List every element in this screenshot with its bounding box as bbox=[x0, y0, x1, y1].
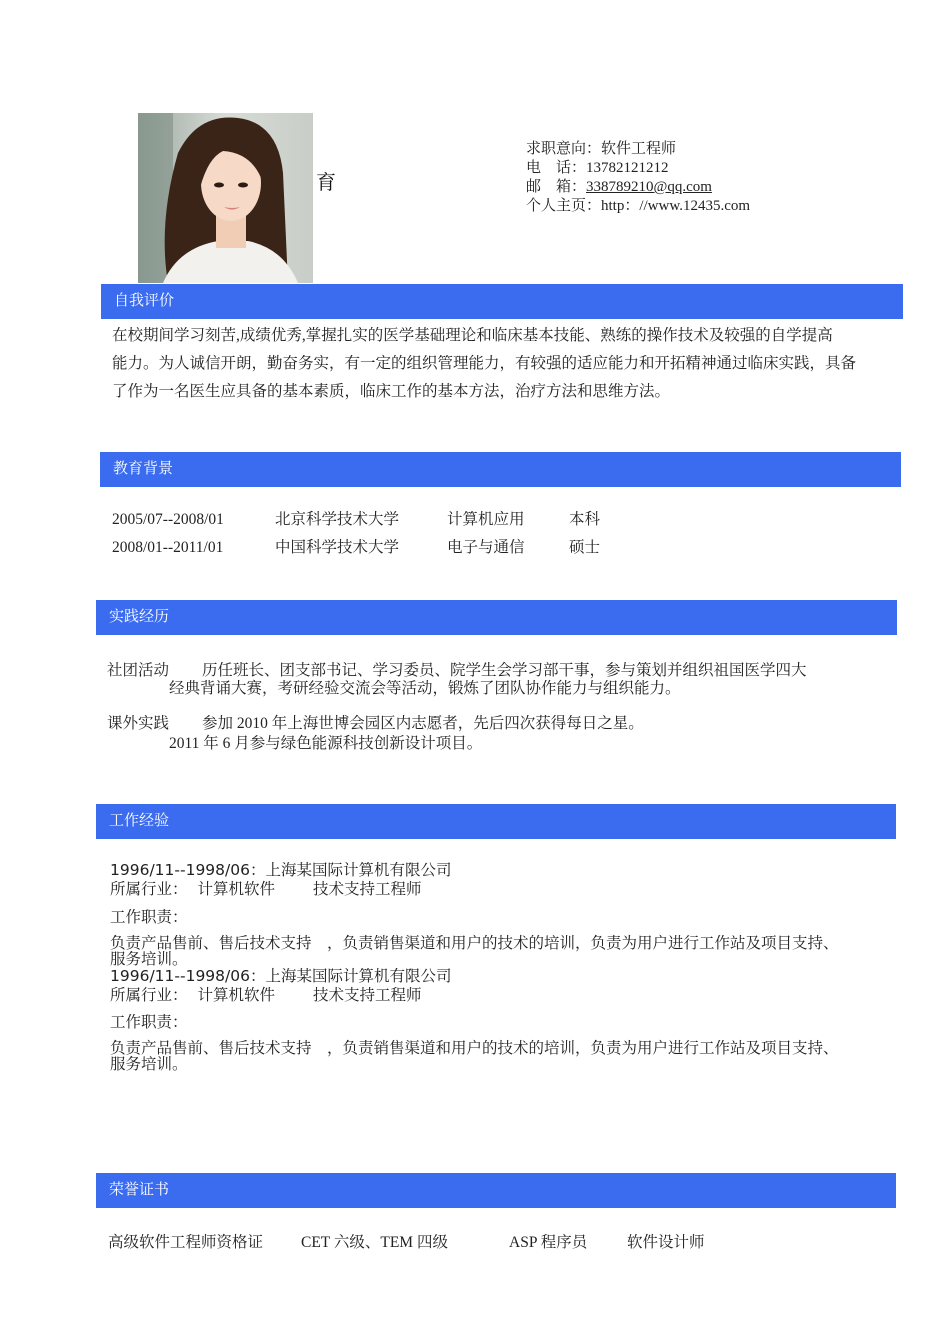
contact-value: 13782121212 bbox=[586, 160, 669, 176]
section-header-practice: 实践经历 bbox=[96, 600, 897, 635]
work-period: 1996/11--1998/06： bbox=[110, 861, 266, 879]
education-major: 电子与通信 bbox=[447, 539, 525, 556]
work-duty-text: 负责产品售前、售后技术支持 ，负责销售渠道和用户的技术的培训，负责为用户进行工作站及项目支持、 bbox=[110, 935, 839, 952]
practice-text: 2011 年 6 月参与绿色能源科技创新设计项目。 bbox=[169, 735, 483, 752]
portrait-photo-illustration bbox=[138, 113, 313, 283]
work-period-line bbox=[110, 968, 452, 985]
self-eval-line: 在校期间学习刻苦,成绩优秀,掌握扎实的医学基础理论和临床基本技能、熟练的操作技术及较强的自学提高 bbox=[112, 327, 833, 344]
section-header-honors: 荣誉证书 bbox=[96, 1173, 896, 1208]
honor-item: CET 六级、TEM 四级 bbox=[301, 1234, 448, 1251]
work-duty-text: 服务培训。 bbox=[110, 951, 188, 968]
work-duty-label: 工作职责： bbox=[110, 909, 188, 926]
practice-item bbox=[107, 662, 907, 702]
practice-label: 课外实践 bbox=[107, 715, 170, 732]
contact-label: 求职意向： bbox=[526, 141, 602, 157]
name-text: 育 bbox=[316, 170, 336, 194]
honor-item: ASP 程序员 bbox=[509, 1234, 588, 1251]
honor-item: 软件设计师 bbox=[627, 1234, 705, 1251]
work-position: 技术支持工程师 bbox=[313, 987, 422, 1004]
self-eval-line: 了作为一名医生应具备的基本素质，临床工作的基本方法，治疗方法和思维方法。 bbox=[112, 383, 671, 400]
contact-label: 邮 箱： bbox=[526, 179, 587, 195]
education-school: 北京科学技术大学 bbox=[275, 511, 400, 528]
work-industry-label: 所属行业： bbox=[110, 881, 188, 898]
work-industry-line bbox=[110, 987, 422, 1004]
practice-label: 社团活动 bbox=[107, 662, 170, 679]
contact-label: 电 话： bbox=[526, 160, 587, 176]
education-row bbox=[112, 534, 812, 562]
honor-item: 高级软件工程师资格证 bbox=[108, 1234, 264, 1251]
profile-photo bbox=[138, 113, 313, 283]
practice-text: 经典背诵大赛，考研经验交流会等活动，锻炼了团队协作能力与组织能力。 bbox=[169, 680, 681, 697]
section-header-self-eval: 自我评价 bbox=[101, 284, 903, 319]
work-position: 技术支持工程师 bbox=[313, 881, 422, 898]
work-industry: 计算机软件 bbox=[197, 987, 276, 1004]
work-company: 上海某国际计算机有限公司 bbox=[265, 862, 452, 879]
work-period: 1996/11--1998/06： bbox=[110, 967, 266, 985]
email-link[interactable]: 338789210@qq.com bbox=[586, 179, 712, 195]
contact-email bbox=[526, 178, 750, 197]
education-degree: 硕士 bbox=[569, 539, 601, 556]
education-row bbox=[112, 506, 812, 534]
section-header-work: 工作经验 bbox=[96, 804, 896, 839]
education-period: 2005/07--2008/01 bbox=[112, 511, 224, 528]
education-major: 计算机应用 bbox=[447, 511, 525, 528]
section-header-education: 教育背景 bbox=[100, 452, 901, 487]
work-period-line bbox=[110, 862, 452, 879]
work-duty-label: 工作职责： bbox=[110, 1014, 188, 1031]
work-entry bbox=[110, 862, 900, 972]
contact-value: http：//www.12435.com bbox=[601, 198, 751, 214]
work-duty-text: 负责产品售前、售后技术支持 ，负责销售渠道和用户的技术的培训，负责为用户进行工作站及项目支持、 bbox=[110, 1040, 839, 1057]
contact-homepage bbox=[526, 197, 750, 216]
contact-job-target bbox=[526, 140, 750, 159]
work-industry: 计算机软件 bbox=[197, 881, 276, 898]
work-company: 上海某国际计算机有限公司 bbox=[265, 968, 452, 985]
self-eval-text bbox=[112, 322, 902, 406]
work-entry bbox=[110, 968, 900, 1078]
education-school: 中国科学技术大学 bbox=[275, 539, 400, 556]
honors-list bbox=[108, 1230, 898, 1252]
practice-text: 参加 2010 年上海世博会园区内志愿者，先后四次获得每日之星。 bbox=[202, 715, 644, 732]
education-degree: 本科 bbox=[569, 511, 601, 528]
contact-label: 个人主页： bbox=[526, 198, 602, 214]
self-eval-line: 能力。为人诚信开朗，勤奋务实，有一定的组织管理能力，有较强的适应能力和开拓精神通过临床实践，具备 bbox=[112, 355, 857, 372]
contact-phone bbox=[526, 159, 750, 178]
contact-block bbox=[526, 140, 750, 216]
work-industry-line bbox=[110, 881, 422, 898]
work-industry-label: 所属行业： bbox=[110, 987, 188, 1004]
contact-value: 软件工程师 bbox=[601, 141, 677, 157]
practice-item bbox=[107, 715, 907, 755]
work-duty-text: 服务培训。 bbox=[110, 1056, 188, 1073]
education-period: 2008/01--2011/01 bbox=[112, 539, 224, 556]
practice-text: 历任班长、团支部书记、学习委员、院学生会学习部干事，参与策划并组织祖国医学四大 bbox=[202, 662, 807, 679]
